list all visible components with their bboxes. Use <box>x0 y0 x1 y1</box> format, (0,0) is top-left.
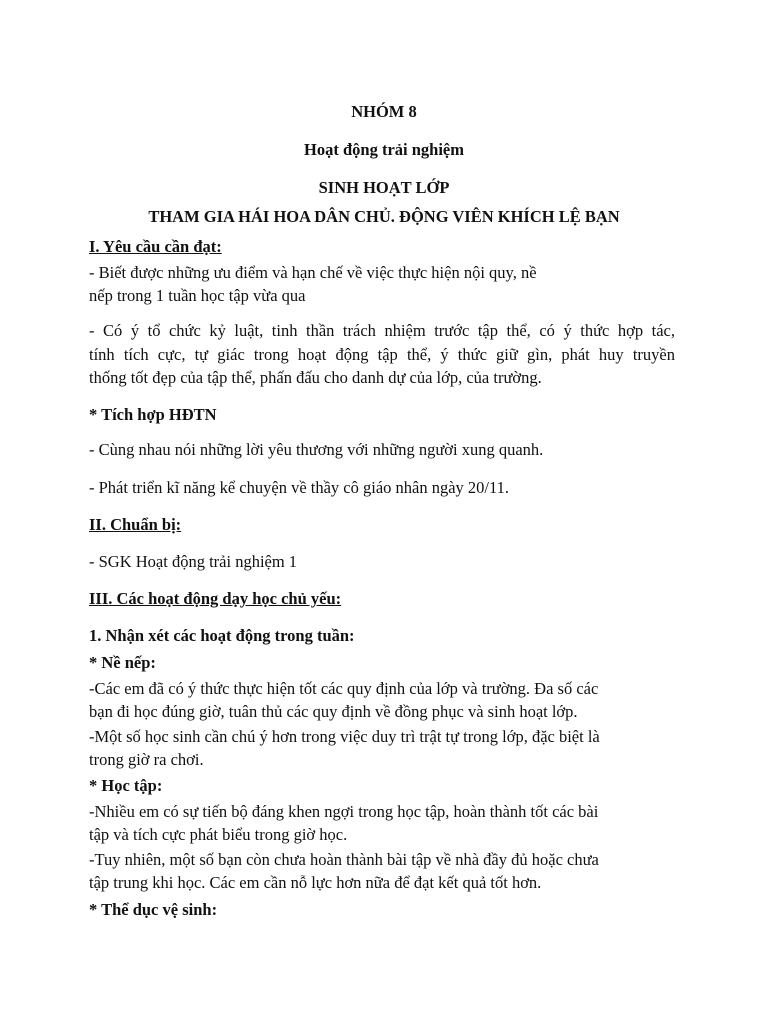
study-paragraph-1-line-2: tập và tích cực phát biểu trong giờ học. <box>89 825 348 844</box>
hygiene-heading: * Thể dục vệ sinh: <box>89 900 218 919</box>
group-heading: NHÓM 8 <box>351 102 417 121</box>
integration-item-1: - Cùng nhau nói những lời yêu thương với những người xung quanh. <box>89 440 544 459</box>
section-1-heading: I. Yêu cầu cần đạt: <box>89 237 222 256</box>
section-3-subheading-1: 1. Nhận xét các hoạt động trong tuần: <box>89 626 355 645</box>
section-1-paragraph-1-line-2: nếp trong 1 tuần học tập vừa qua <box>89 286 306 305</box>
section-3-heading: III. Các hoạt động dạy học chủ yếu: <box>89 589 342 608</box>
integration-item-2: - Phát triển kĩ năng kể chuyện về thầy cô giáo nhân ngày 20/11. <box>89 478 510 497</box>
section-2-heading: II. Chuẩn bị: <box>89 515 182 534</box>
study-paragraph-2-line-2: tập trung khi học. Các em cần nỗ lực hơn nữa để đạt kết quả tốt hơn. <box>89 873 542 892</box>
section-1-paragraph-1-line-1: - Biết được những ưu điểm và hạn chế về việc thực hiện nội quy, nề <box>89 263 537 282</box>
section-1-paragraph-2-line-2: tính tích cực, tự giác trong hoạt động tập thể, ý thức giữ gìn, phát huy truyền <box>89 345 675 364</box>
topic-heading: SINH HOẠT LỚP <box>318 178 450 197</box>
study-paragraph-1-line-1: -Nhiều em có sự tiến bộ đáng khen ngợi trong học tập, hoàn thành tốt các bài <box>89 802 599 821</box>
section-2-item-1: - SGK Hoạt động trải nghiệm 1 <box>89 552 298 571</box>
discipline-paragraph-2-line-1: -Một số học sinh cần chú ý hơn trong việc duy trì trật tự trong lớp, đặc biệt là <box>89 727 600 746</box>
section-1-paragraph-2-line-1: - Có ý tổ chức kỷ luật, tinh thần trách nhiệm trước tập thể, có ý thức hợp tác, <box>89 321 675 340</box>
discipline-heading: * Nề nếp: <box>89 653 156 672</box>
discipline-paragraph-2-line-2: trong giờ ra chơi. <box>89 750 204 769</box>
section-1-paragraph-2-line-3: thống tốt đẹp của tập thể, phấn đấu cho danh dự của lớp, của trường. <box>89 368 542 387</box>
document-title: THAM GIA HÁI HOA DÂN CHỦ. ĐỘNG VIÊN KHÍCH LỆ BẠN <box>148 207 620 226</box>
study-heading: * Học tập: <box>89 776 163 795</box>
integration-heading: * Tích hợp HĐTN <box>89 405 217 424</box>
discipline-paragraph-1-line-1: -Các em đã có ý thức thực hiện tốt các quy định của lớp và trường. Đa số các <box>89 679 599 698</box>
subject-heading: Hoạt động trải nghiệm <box>304 140 464 159</box>
study-paragraph-2-line-1: -Tuy nhiên, một số bạn còn chưa hoàn thành bài tập về nhà đầy đủ hoặc chưa <box>89 850 599 869</box>
discipline-paragraph-1-line-2: bạn đi học đúng giờ, tuân thủ các quy định về đồng phục và sinh hoạt lớp. <box>89 702 578 721</box>
